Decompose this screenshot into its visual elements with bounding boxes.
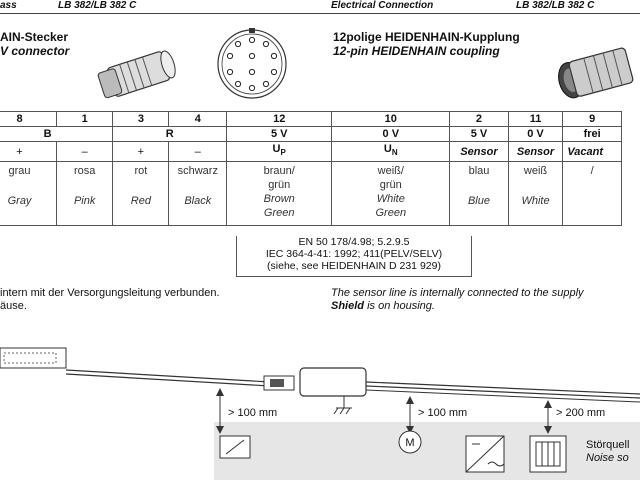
coupling-connector-image — [548, 38, 640, 108]
label-row — [0, 142, 622, 162]
group-r-cell: R — [113, 127, 227, 142]
color-en: White — [521, 195, 550, 207]
cable-connector-pin — [270, 379, 284, 387]
color-en: Green — [263, 207, 295, 219]
pin-cell: 11 — [508, 112, 563, 127]
ground-hatch — [340, 408, 344, 414]
color-de: blau — [468, 165, 490, 177]
color-cell — [169, 162, 227, 226]
header-left-model: LB 382/LB 382 C — [58, 0, 137, 11]
up-cell — [227, 142, 332, 162]
color-row — [0, 162, 622, 226]
up-label: U — [272, 143, 281, 156]
pin-cell: 1 — [57, 112, 113, 127]
motor-label: M — [405, 437, 415, 449]
color-en: White — [376, 193, 405, 205]
right-connector-title-en: 12-pin HEIDENHAIN coupling — [333, 44, 500, 58]
color-en: Blue — [467, 195, 490, 207]
signal-cell: 0 V — [508, 127, 563, 142]
color-cell — [227, 162, 332, 226]
note-en-rest: is on housing. — [364, 300, 435, 312]
color-cell — [563, 162, 622, 226]
vacant-cell: Vacant — [563, 142, 622, 162]
sensor-cell: Sensor — [508, 142, 563, 162]
noise-source-label-de: Störquell — [586, 439, 630, 451]
group-b-cell: B — [0, 127, 113, 142]
polarity-cell: – — [57, 142, 113, 162]
note-de-line-1: intern mit der Versorgungsleitung verbunden. — [0, 287, 220, 299]
signal-cell: frei — [563, 127, 622, 142]
distance-label-1: > 100 mm — [228, 407, 278, 419]
signal-cell: 5 V — [450, 127, 508, 142]
pin-cell: 4 — [169, 112, 227, 127]
header-right-title: Electrical Connection — [331, 0, 434, 11]
color-en: Brown — [263, 193, 295, 205]
noise-source-label-en: Noise so — [586, 452, 629, 464]
pin-cell: 10 — [332, 112, 450, 127]
dim-arrow-3-top — [544, 400, 552, 408]
note-en-line-1: The sensor line is internally connected to the supply — [331, 287, 584, 299]
color-cell — [57, 162, 113, 226]
color-de: grün — [379, 179, 402, 191]
right-connector-title-de: 12polige HEIDENHAIN-Kupplung — [333, 30, 520, 44]
dim-arrow-1-top — [216, 388, 224, 396]
left-connector-title-en: V connector — [0, 44, 70, 58]
signal-cell: 5 V — [227, 127, 332, 142]
color-cell — [113, 162, 169, 226]
color-cell — [332, 162, 450, 226]
cabinet-panel — [214, 422, 640, 480]
pin-cell: 8 — [0, 112, 57, 127]
polarity-cell: – — [169, 142, 227, 162]
color-de: weiß/ — [377, 165, 404, 177]
pin-layout-diagram — [214, 26, 290, 102]
note-en-line-2 — [331, 300, 435, 312]
pin-cell: 2 — [450, 112, 508, 127]
color-en: Gray — [7, 195, 32, 207]
color-cell — [0, 162, 57, 226]
standards-box — [236, 236, 472, 277]
note-en-shield: Shield — [331, 300, 365, 312]
pin-cell: 3 — [113, 112, 169, 127]
sensor-cell: Sensor — [450, 142, 508, 162]
color-en: Red — [130, 195, 151, 207]
color-de: rot — [134, 165, 148, 177]
dim-arrow-2-top — [406, 396, 414, 404]
plug-connector-image — [92, 40, 192, 110]
signal-row — [0, 127, 622, 142]
ground-hatch — [334, 408, 338, 414]
adapter-box — [300, 368, 366, 396]
color-en: Pink — [73, 195, 96, 207]
pin-number-row — [0, 112, 622, 127]
un-cell — [332, 142, 450, 162]
color-en: Green — [375, 207, 407, 219]
un-subscript: N — [391, 148, 398, 158]
wiring-diagram — [0, 330, 640, 480]
distance-label-3: > 200 mm — [556, 407, 606, 419]
color-de: weiß — [523, 165, 548, 177]
left-connector-title-de: AIN-Stecker — [0, 30, 69, 44]
standards-line-2: IEC 364-4-41: 1992; 411(PELV/SELV) — [265, 248, 443, 260]
color-de: grün — [268, 179, 291, 191]
color-de: / — [590, 165, 594, 177]
polarity-cell: + — [113, 142, 169, 162]
distance-label-2: > 100 mm — [418, 407, 468, 419]
signal-cell: 0 V — [332, 127, 450, 142]
color-en: Black — [184, 195, 212, 207]
color-cell — [450, 162, 508, 226]
un-label: U — [383, 143, 392, 156]
pin-cell: 12 — [227, 112, 332, 127]
color-de: rosa — [73, 165, 96, 177]
standards-line-3: (siehe, see HEIDENHAIN D 231 929) — [267, 260, 441, 272]
ground-hatch — [346, 408, 350, 414]
pin-cell: 9 — [563, 112, 622, 127]
standards-line-1: EN 50 178/4.98; 5.2.9.5 — [298, 236, 410, 248]
note-de-line-2: äuse. — [0, 300, 27, 312]
header-right-model: LB 382/LB 382 C — [516, 0, 595, 11]
up-subscript: P — [280, 148, 286, 158]
pin-assignment-table — [0, 111, 622, 226]
header-left-label: ass — [0, 0, 17, 11]
polarity-cell: + — [0, 142, 57, 162]
color-de: braun/ — [263, 165, 295, 177]
header-rule — [0, 13, 640, 14]
color-de: schwarz — [177, 165, 218, 177]
color-cell — [508, 162, 563, 226]
color-de: grau — [8, 165, 31, 177]
